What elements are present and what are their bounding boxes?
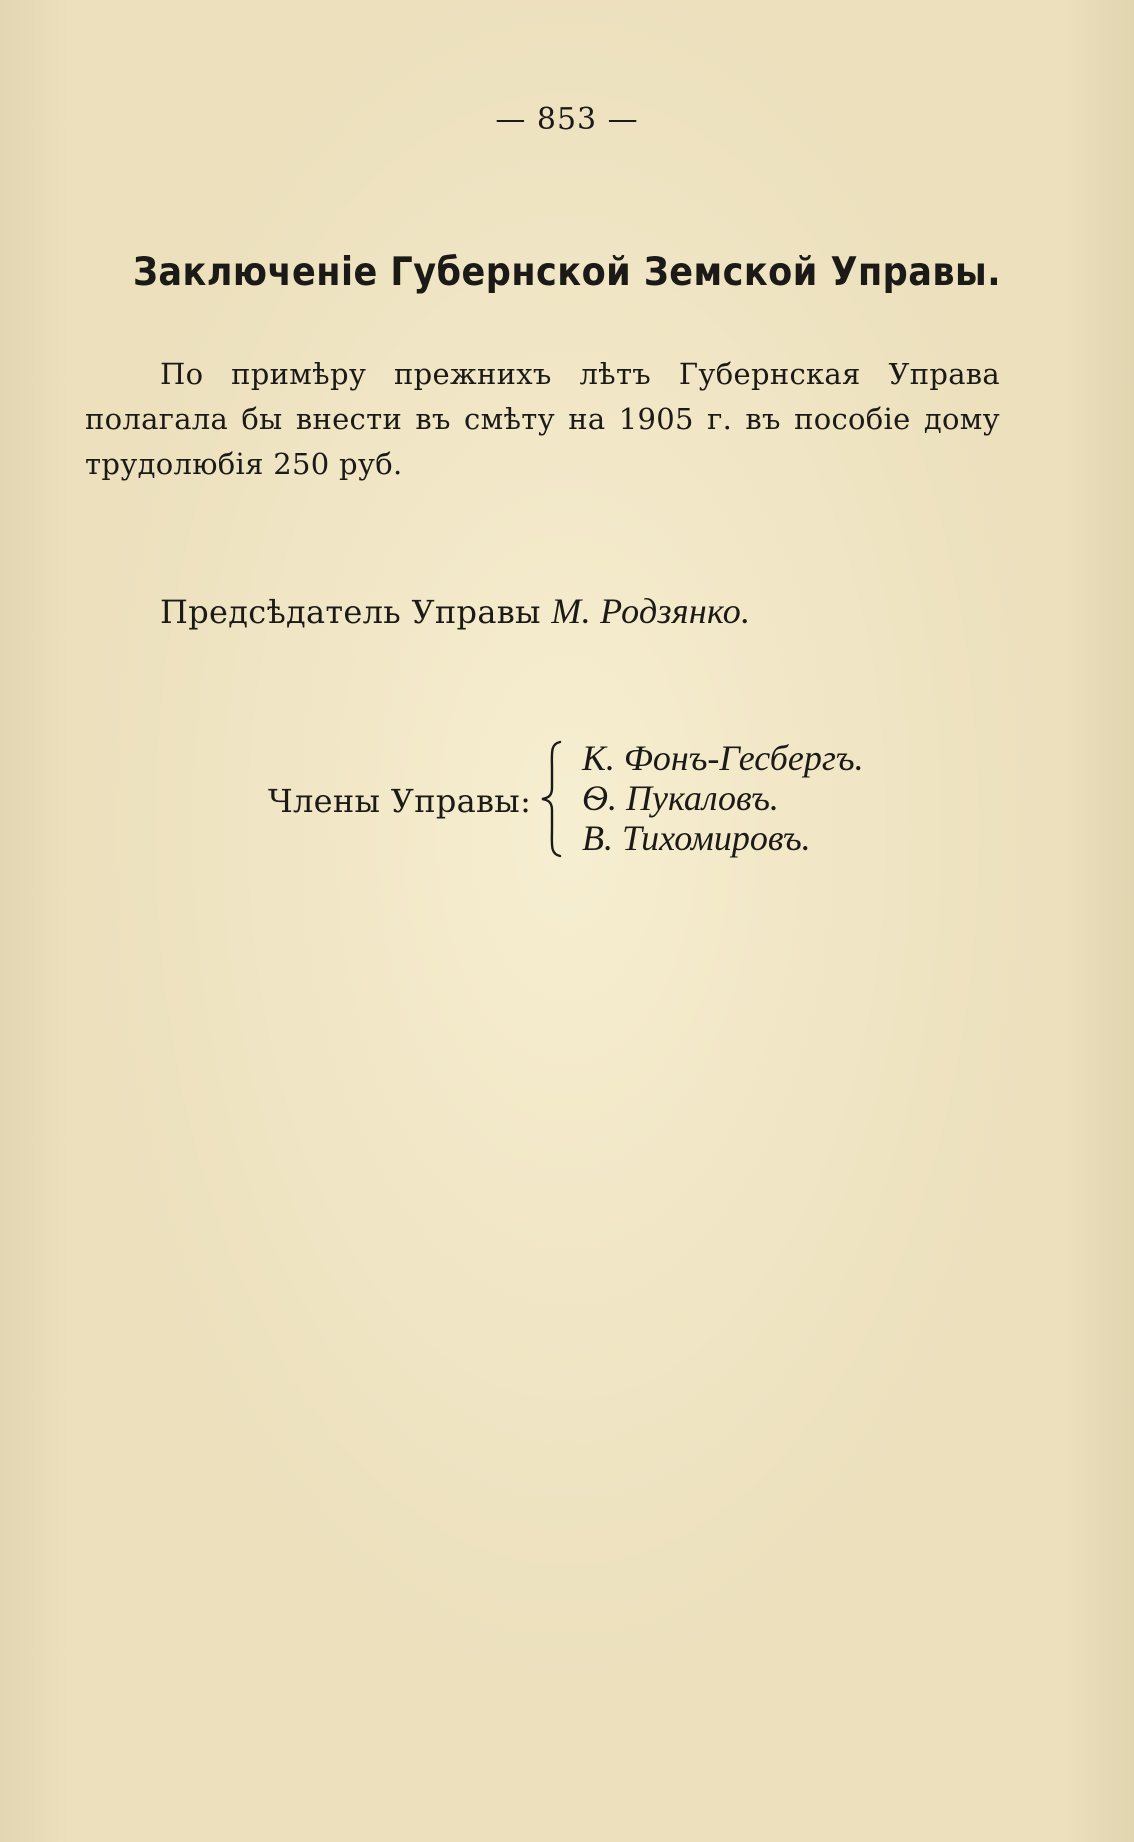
members-label: Члены Управы: (268, 782, 532, 820)
chairman-label: Предсѣдатель Управы (160, 593, 541, 631)
body-paragraph: По примѣру прежнихъ лѣтъ Губернская Управа полагала бы внести въ смѣту на 1905 г. въ пособіе дому трудолюбія 250 руб. (85, 357, 1000, 481)
chairman-signature-line (160, 590, 750, 632)
section-heading: Заключеніе Губернской Земской Управы. (132, 250, 1002, 295)
curly-brace-icon (538, 740, 568, 858)
member-name: Ѳ. Пукаловъ. (582, 778, 779, 818)
members-list (582, 738, 864, 858)
member-name: К. Фонъ-Гесбергъ. (582, 738, 864, 778)
chairman-name: М. Родзянко. (551, 591, 751, 631)
page-number: — 853 — (495, 102, 639, 137)
member-name: В. Тихомировъ. (582, 818, 811, 858)
